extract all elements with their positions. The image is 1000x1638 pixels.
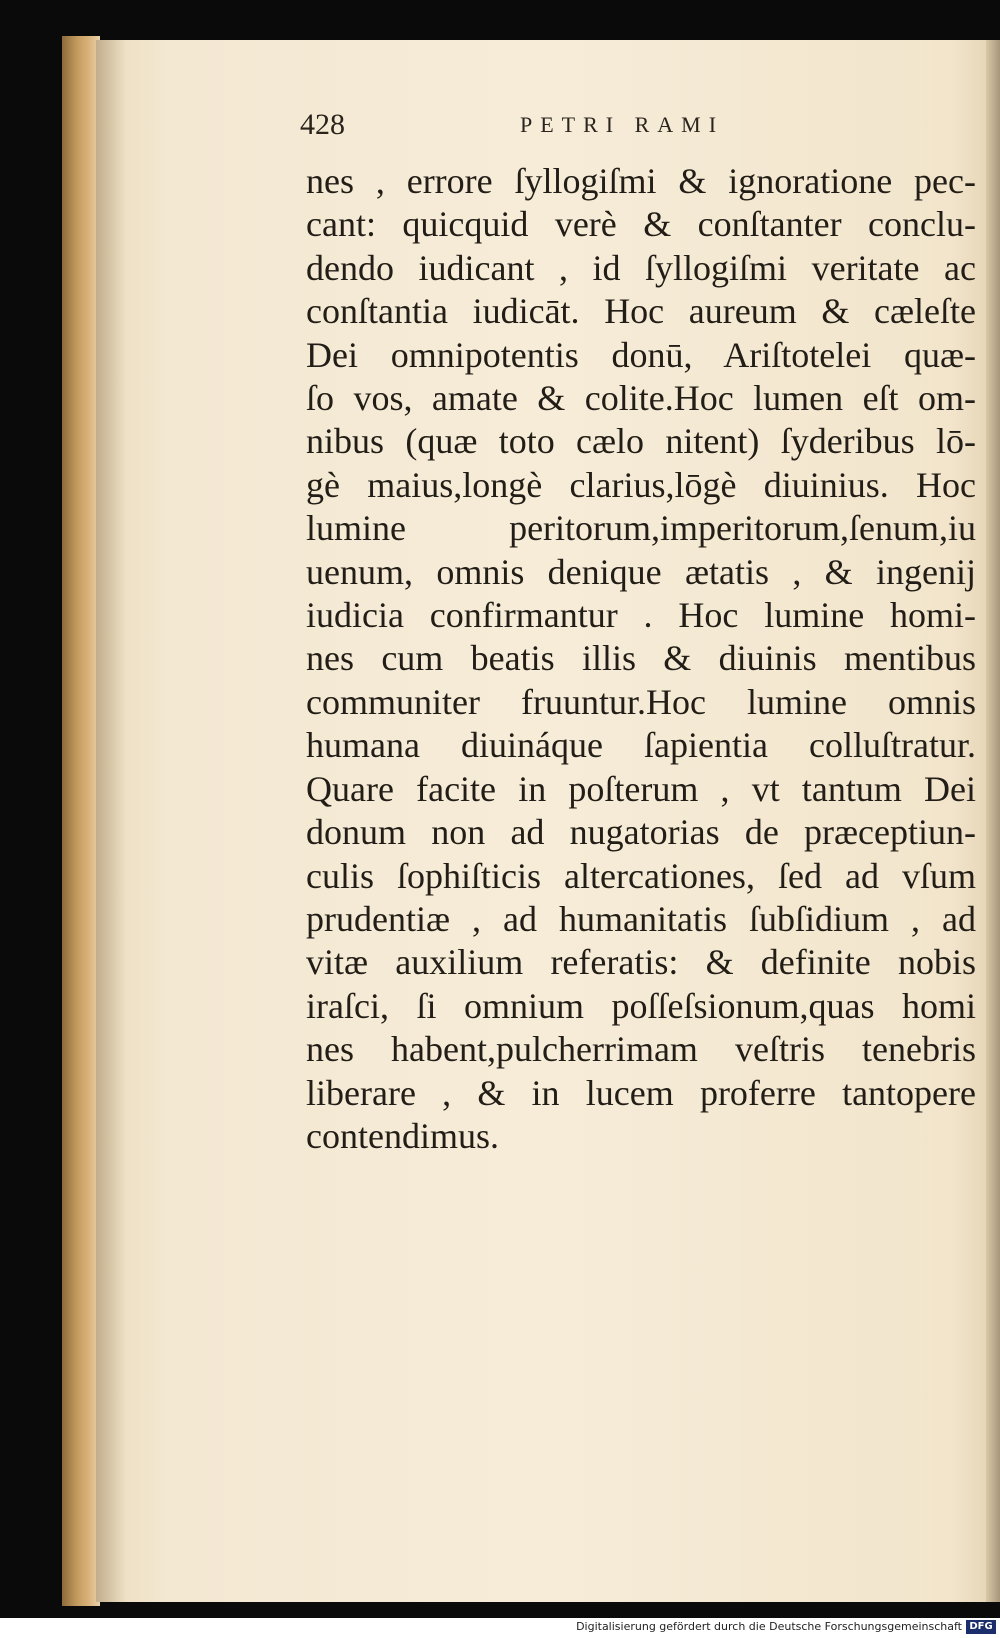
funding-credit: Digitalisierung gefördert durch die Deutsche Forschungsgemeinschaft [576,1620,962,1633]
text-line: iudicia confirmantur . Hoc lumine homi- [306,595,976,636]
text-line: gè maius,longè clarius,lōgè diuinius. Hoc [306,464,976,505]
dfg-logo: DFG [966,1620,996,1634]
text-line: donum non ad nugatorias de præceptiun- [306,812,976,853]
text-line: Quare facite in poſterum , vt tantum Dei [306,768,976,809]
text-line: conſtantia iudicāt. Hoc aureum & cæleſte [306,291,976,332]
text-line: cant: quicquid verè & conſtanter conclu- [306,204,976,245]
text-line: nes cum beatis illis & diuinis mentibus [306,638,976,679]
text-line: nibus (quæ toto cælo nitent) ſyderibus lō- [306,421,976,462]
text-line: dendo iudicant , id ſyllogiſmi veritate ac [306,247,976,288]
text-line: Dei omnipotentis donū, Ariſtotelei quæ- [306,334,976,375]
text-line: communiter fruuntur.Hoc lumine omnis [306,681,976,722]
footer-bar [0,1618,1000,1638]
text-line: ſo vos, amate & colite.Hoc lumen eſt om- [306,378,976,419]
gutter-shadow [96,40,126,1602]
text-line: liberare , & in lucem proferre tantopere [306,1072,976,1113]
text-line: contendimus. [306,1115,499,1156]
text-line: lumine peritorum,imperitorum,ſenum,iu [306,508,976,549]
text-line: nes , errore ſyllogiſmi & ignoratione pec- [306,161,976,201]
text-line: uenum, omnis denique ætatis , & ingenij [306,551,976,592]
page-header [300,108,980,148]
text-line: vitæ auxilium referatis: & definite nobis [306,942,976,983]
text-line: prudentiæ , ad humanitatis ſubſidium , ad [306,898,976,939]
text-line: humana diuináque ſapientia colluſtratur. [306,725,976,766]
text-line: iraſci, ſi omnium poſſeſsionum,quas homi [306,985,976,1026]
running-head: PETRI RAMI [520,112,725,137]
page-number: 428 [300,108,345,141]
book-page-edges [62,36,100,1606]
text-line: culis ſophiſticis altercationes, ſed ad vſum [306,855,976,896]
text-line: nes habent,pulcherrimam veſtris tenebris [306,1029,976,1070]
right-page-edge [986,40,1000,1602]
body-text [306,160,976,1158]
